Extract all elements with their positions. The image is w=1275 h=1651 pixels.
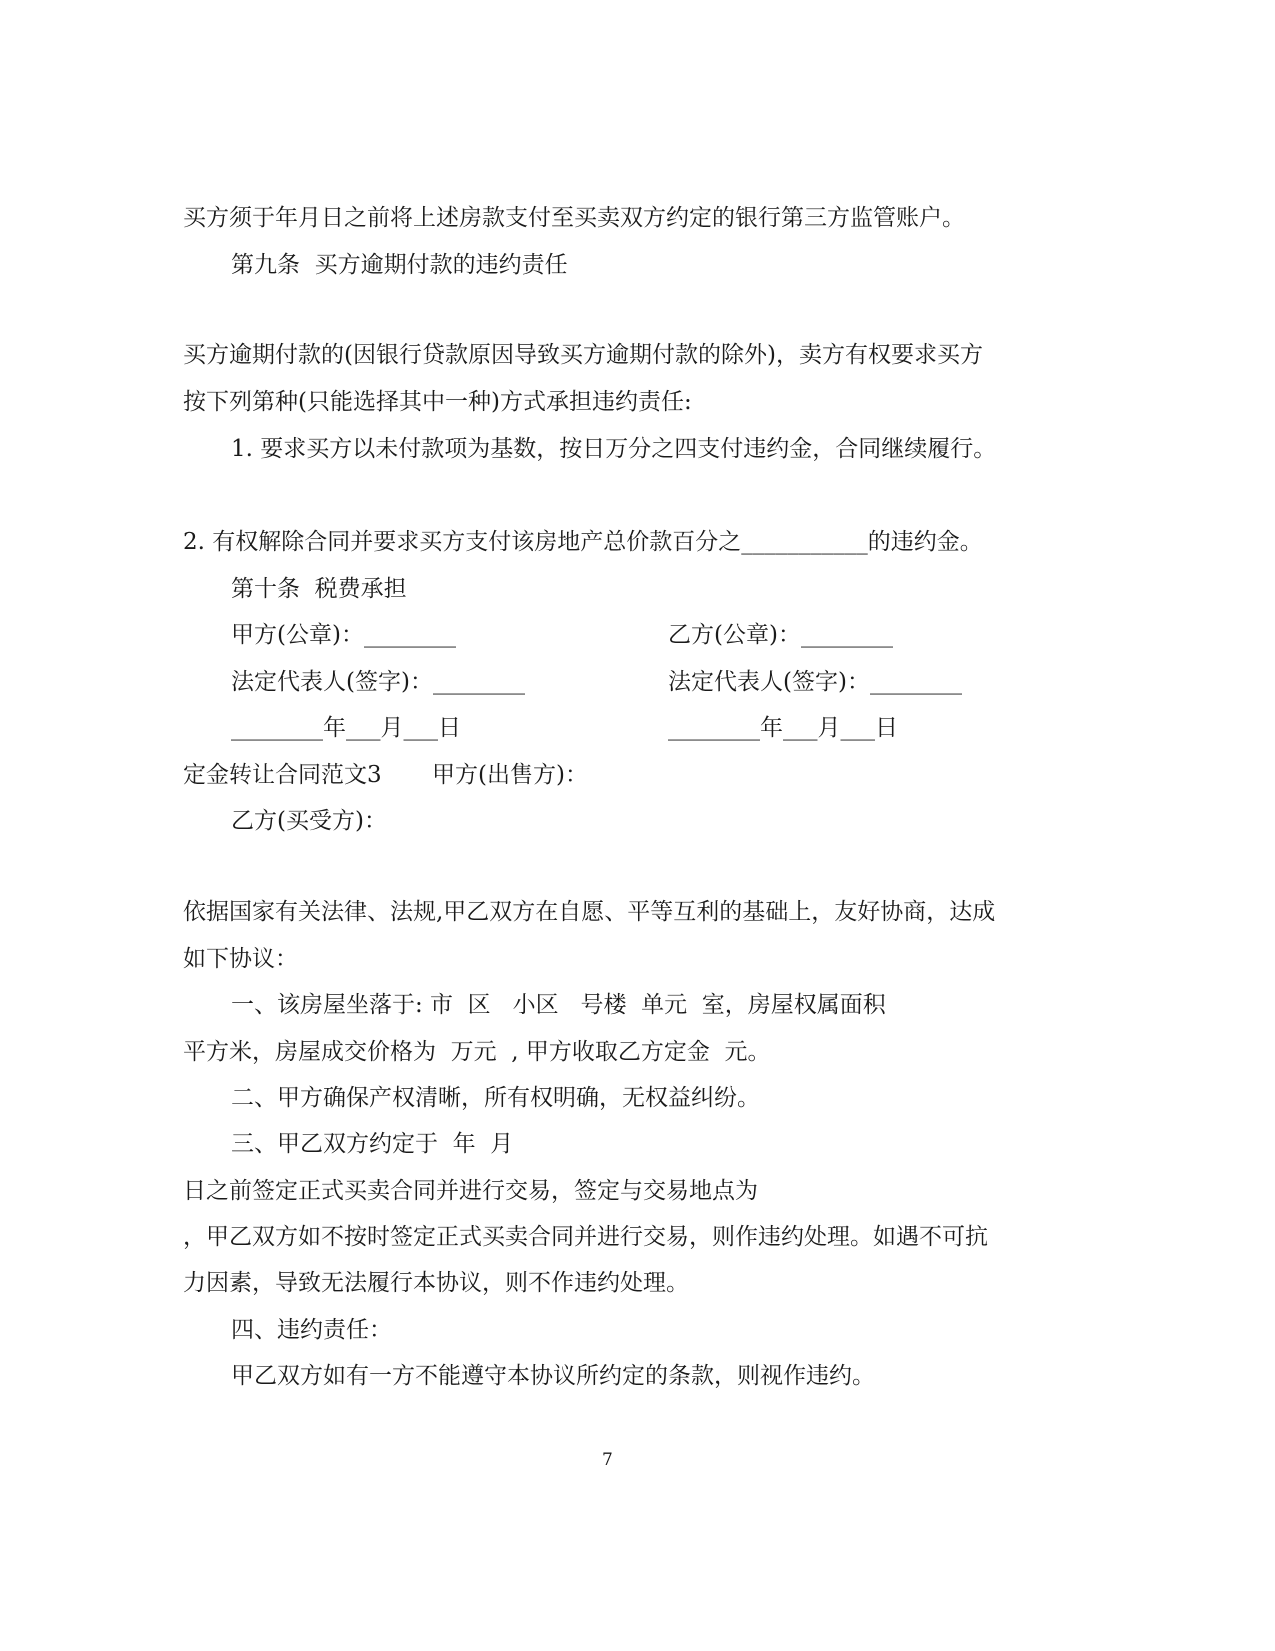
clause-1: 一、该房屋坐落于: 市 区 小区 号楼 单元 室，房屋权属面积 <box>231 992 886 1018</box>
clause-4: 四、违约责任： <box>231 1317 392 1343</box>
section-heading: 第十条 税费承担 <box>231 576 407 602</box>
text-line: 依据国家有关法律、法规,甲乙双方在自愿、平等互利的基础上，友好协商，达成 <box>183 899 996 925</box>
party-b-date: ________年___月___日 <box>668 715 898 741</box>
party-a-representative: 法定代表人(签字)：________ <box>231 669 525 695</box>
page-number: 7 <box>602 1450 613 1470</box>
party-a-seal: 甲方(公章)：________ <box>231 622 456 648</box>
clause-3: 三、甲乙双方约定于 年 月 <box>231 1131 514 1157</box>
text-line: 买方逾期付款的(因银行贷款原因导致买方逾期付款的除外)，卖方有权要求买方 <box>183 342 983 368</box>
party-b-seal: 乙方(公章)：________ <box>668 622 893 648</box>
list-item: 2. 有权解除合同并要求买方支付该房地产总价款百分之___________的违约金。 <box>183 529 983 555</box>
text-line: 如下协议： <box>183 946 298 972</box>
party-b-representative: 法定代表人(签字)：________ <box>668 669 962 695</box>
text-line: 按下列第种(只能选择其中一种)方式承担违约责任: <box>183 389 692 415</box>
party-a-date: ________年___月___日 <box>231 715 461 741</box>
text-line: 甲乙双方如有一方不能遵守本协议所约定的条款，则视作违约。 <box>231 1363 875 1389</box>
party-b-label: 乙方(买受方)： <box>231 808 387 834</box>
clause-2: 二、甲方确保产权清晰，所有权明确，无权益纠纷。 <box>231 1085 760 1111</box>
text-line: 力因素，导致无法履行本协议，则不作违约处理。 <box>183 1270 689 1296</box>
text-line: 买方须于年月日之前将上述房款支付至买卖双方约定的银行第三方监管账户。 <box>183 205 965 231</box>
list-item: 1. 要求买方以未付款项为基数，按日万分之四支付违约金，合同继续履行。 <box>231 436 997 462</box>
text-line: 日之前签定正式买卖合同并进行交易，签定与交易地点为 <box>183 1178 758 1204</box>
text-line: ，甲乙双方如不按时签定正式买卖合同并进行交易，则作违约处理。如遇不可抗 <box>183 1224 988 1250</box>
document-title: 定金转让合同范文3 <box>183 762 382 788</box>
section-heading: 第九条 买方逾期付款的违约责任 <box>231 252 568 278</box>
party-a-label: 甲方(出售方)： <box>432 762 588 788</box>
text-line: 平方米，房屋成交价格为 万元 , 甲方收取乙方定金 元。 <box>183 1039 771 1065</box>
